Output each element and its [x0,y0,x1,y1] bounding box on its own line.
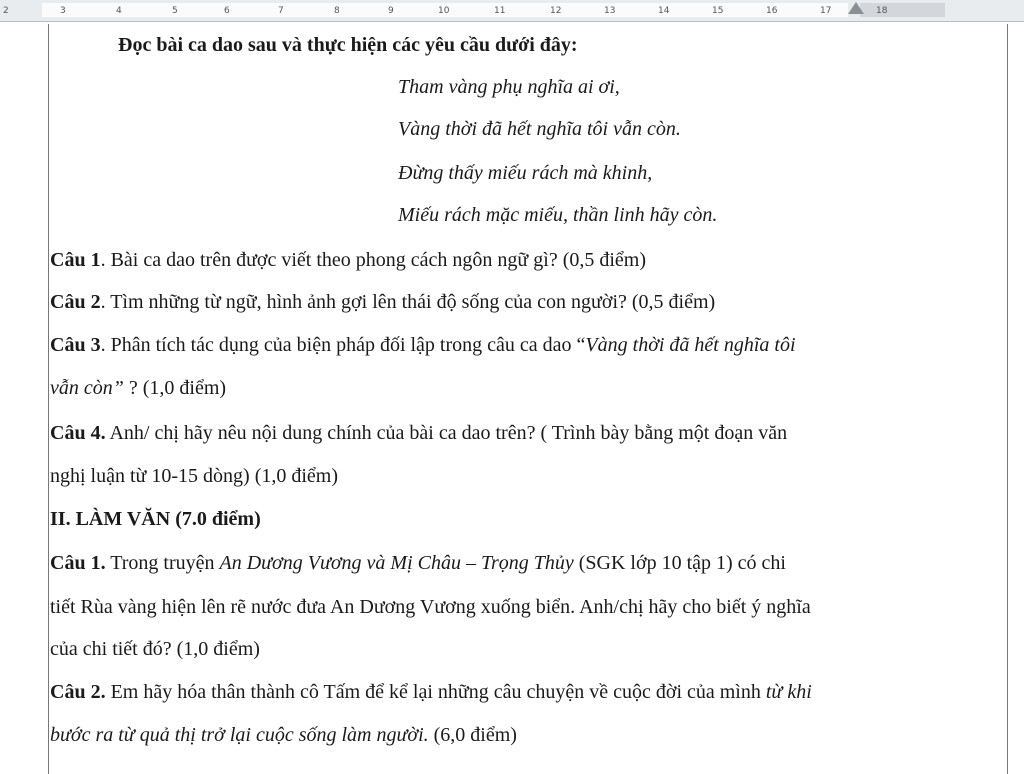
question-text: ? (1,0 điểm) [123,377,227,399]
question-italic: từ khi [765,681,812,703]
question-4-cont: nghị luận từ 10-15 dòng) (1,0 điểm) [50,465,339,487]
question-label: Câu 2. [50,681,106,703]
page-left-margin-line [48,24,49,774]
story-title: An Dương Vương và Mị Châu – Trọng Thủy [219,552,574,574]
ruler-label: 11 [494,6,506,16]
ruler-label: 14 [658,6,670,16]
quoted-verse: vẫn còn” [50,377,124,399]
ruler-label: 15 [712,6,724,16]
question-1 [50,245,646,275]
poem-line: Vàng thời đã hết nghĩa tôi vẫn còn. [398,118,681,140]
ruler-label: 8 [334,6,340,16]
question-text: (6,0 điểm) [428,724,517,746]
ruler-label: 16 [766,6,778,16]
ruler-label: 6 [224,6,230,16]
writing-question-1 [50,548,786,578]
page-right-margin-line [1007,24,1008,774]
reading-instruction: Đọc bài ca dao sau và thực hiện các yêu cầu dưới đây: [118,34,578,56]
question-3 [50,330,796,360]
ruler-label: 5 [172,6,178,16]
quoted-verse: Vàng thời đã hết nghĩa tôi [585,334,796,356]
ruler-label: 4 [116,6,122,16]
ruler-label: 2 [3,6,9,16]
writing-question-2-cont [50,720,517,750]
question-3-cont [50,373,226,403]
question-italic: bước ra từ quả thị trở lại cuộc sống làm người. [50,724,429,746]
ruler-label: 7 [278,6,284,16]
question-text: Anh/ chị hãy nêu nội dung chính của bài ca dao trên? ( Trình bày bằng một đoạn văn [105,422,788,444]
question-text: . Tìm những từ ngữ, hình ảnh gợi lên thái độ sống của con người? (0,5 điểm) [100,291,716,313]
ruler-label: 18 [876,6,888,16]
horizontal-ruler[interactable] [0,0,1024,22]
ruler-label: 12 [550,6,562,16]
ruler-label: 3 [60,6,66,16]
writing-question-1-cont: tiết Rùa vàng hiện lên rẽ nước đưa An Dương Vương xuống biển. Anh/chị hãy cho biết ý nghĩa [50,596,811,618]
question-4 [50,418,787,448]
question-label: Câu 1 [50,249,101,271]
ruler-label: 13 [604,6,616,16]
right-indent-marker[interactable] [848,2,864,14]
question-text: Trong truyện [105,552,220,574]
ruler-label: 9 [388,6,394,16]
section-heading: II. LÀM VĂN (7.0 điểm) [50,508,261,530]
question-2 [50,287,715,317]
writing-question-1-cont: của chi tiết đó? (1,0 điểm) [50,638,260,660]
poem-line: Miếu rách mặc miếu, thần linh hãy còn. [398,204,718,226]
poem-line: Đừng thấy miếu rách mà khinh, [398,162,653,184]
question-text: (SGK lớp 10 tập 1) có chi [573,552,786,574]
poem-line: Tham vàng phụ nghĩa ai ơi, [398,76,620,98]
writing-question-2 [50,677,812,707]
ruler-label: 17 [820,6,832,16]
question-text: Em hãy hóa thân thành cô Tấm để kể lại những câu chuyện về cuộc đời của mình [105,681,766,703]
question-text: . Phân tích tác dụng của biện pháp đối lập trong câu ca dao “ [100,334,586,356]
ruler-label: 10 [438,6,450,16]
question-label: Câu 4. [50,422,106,444]
ruler-right-margin [860,3,945,17]
question-label: Câu 3 [50,334,101,356]
question-text: . Bài ca dao trên được viết theo phong cách ngôn ngữ gì? (0,5 điểm) [100,249,647,271]
question-label: Câu 2 [50,291,101,313]
question-label: Câu 1. [50,552,106,574]
